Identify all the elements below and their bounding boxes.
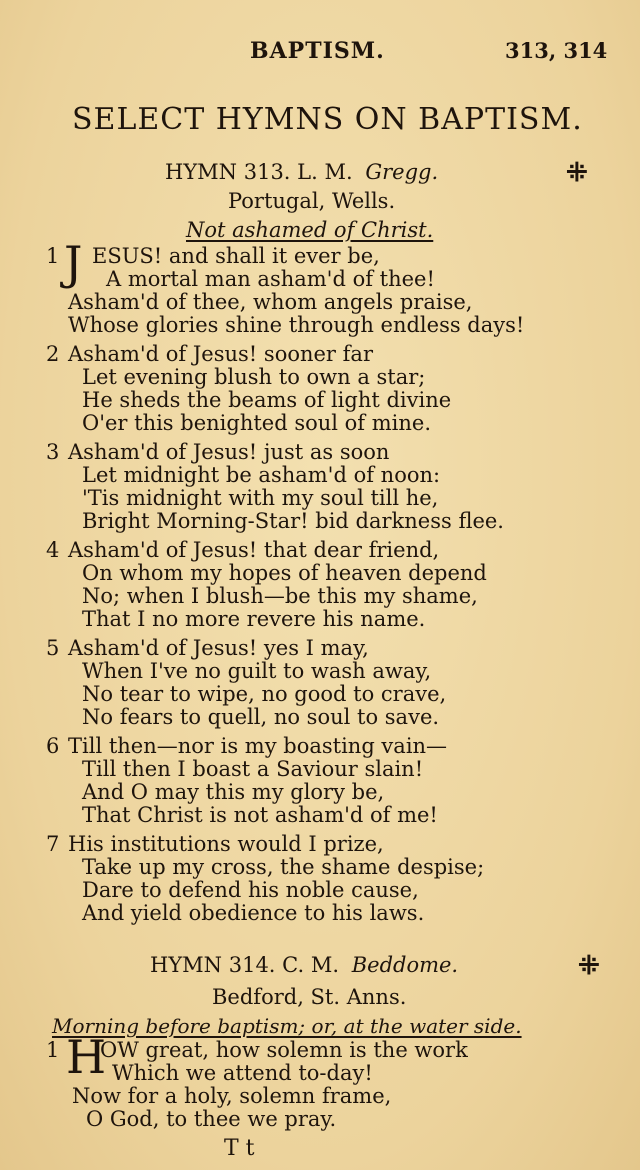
verse-line: No fears to quell, no soul to save.	[82, 705, 440, 729]
verse-number: 7	[46, 832, 60, 856]
hymn-314-author: Beddome.	[351, 953, 459, 977]
signature-mark: T t	[224, 1136, 255, 1161]
verse-line: And O may this my glory be,	[82, 780, 385, 804]
verse-line: He sheds the beams of light divine	[82, 388, 452, 412]
verse-line: Which we attend to-day!	[112, 1061, 373, 1085]
hymn-314-heading	[150, 953, 458, 977]
running-title: BAPTISM.	[250, 38, 385, 64]
verse-line: That Christ is not asham'd of me!	[82, 803, 438, 827]
hymn-313-heading	[165, 160, 438, 184]
verse-line: And yield obedience to his laws.	[82, 901, 425, 925]
verse-line: Let midnight be asham'd of noon:	[82, 463, 441, 487]
verse-line: Asham'd of Jesus! yes I may,	[68, 636, 369, 660]
verse-line: Till then—nor is my boasting vain—	[68, 734, 448, 758]
verse-line: Asham'd of Jesus! just as soon	[68, 440, 390, 464]
verse-line: Now for a holy, solemn frame,	[72, 1084, 392, 1108]
hymn-313-ornament-icon: ⁜	[566, 158, 588, 188]
verse-number: 1	[46, 1038, 60, 1062]
verse-line: Take up my cross, the shame despise;	[82, 855, 485, 879]
verse-line: Dare to defend his noble cause,	[82, 878, 419, 902]
verse-number: 4	[46, 538, 60, 562]
verse-number: 5	[46, 636, 60, 660]
verse-line: Asham'd of Jesus! that dear friend,	[68, 538, 440, 562]
verse-line: Let evening blush to own a star;	[82, 365, 426, 389]
drop-cap: J	[64, 236, 83, 290]
verse-line: On whom my hopes of heaven depend	[82, 561, 487, 585]
hymn-314-tunes: Bedford, St. Anns.	[212, 985, 407, 1009]
verse-line: ESUS! and shall it ever be,	[92, 244, 380, 268]
hymn-313-number-meter: HYMN 313. L. M.	[165, 160, 353, 184]
verse-line: O God, to thee we pray.	[86, 1107, 337, 1131]
verse-line: When I've no guilt to wash away,	[82, 659, 432, 683]
verse-line: Bright Morning-Star! bid darkness flee.	[82, 509, 504, 533]
verse-number: 1	[46, 244, 60, 268]
verse-line: His institutions would I prize,	[68, 832, 384, 856]
verse-line: Till then I boast a Saviour slain!	[82, 757, 424, 781]
verse-line: 'Tis midnight with my soul till he,	[82, 486, 439, 510]
hymn-314-subtitle: Morning before baptism; or, at the water side.	[52, 1014, 522, 1038]
verse-line: No; when I blush—be this my shame,	[82, 584, 478, 608]
hymn-314-number-meter: HYMN 314. C. M.	[150, 953, 340, 977]
verse-line: Whose glories shine through endless days!	[68, 313, 525, 337]
verse-line: A mortal man asham'd of thee!	[106, 267, 435, 291]
page-number: 313, 314	[505, 38, 608, 63]
verse-number: 2	[46, 342, 60, 366]
section-title: SELECT HYMNS ON BAPTISM.	[72, 102, 583, 137]
verse-number: 6	[46, 734, 60, 758]
verse-line: OW great, how solemn is the work	[100, 1038, 468, 1062]
verse-line: Asham'd of Jesus! sooner far	[68, 342, 373, 366]
drop-cap: H	[66, 1030, 107, 1084]
hymn-313-tunes: Portugal, Wells.	[228, 189, 396, 213]
verse-line: No tear to wipe, no good to crave,	[82, 682, 447, 706]
verse-line: Asham'd of thee, whom angels praise,	[68, 290, 473, 314]
verse-line: O'er this benighted soul of mine.	[82, 411, 432, 435]
verse-number: 3	[46, 440, 60, 464]
hymn-314-ornament-icon: ⁜	[578, 951, 600, 981]
hymn-313-author: Gregg.	[365, 160, 439, 184]
verse-line: That I no more revere his name.	[82, 607, 426, 631]
hymn-313-subtitle: Not ashamed of Christ.	[186, 218, 434, 242]
